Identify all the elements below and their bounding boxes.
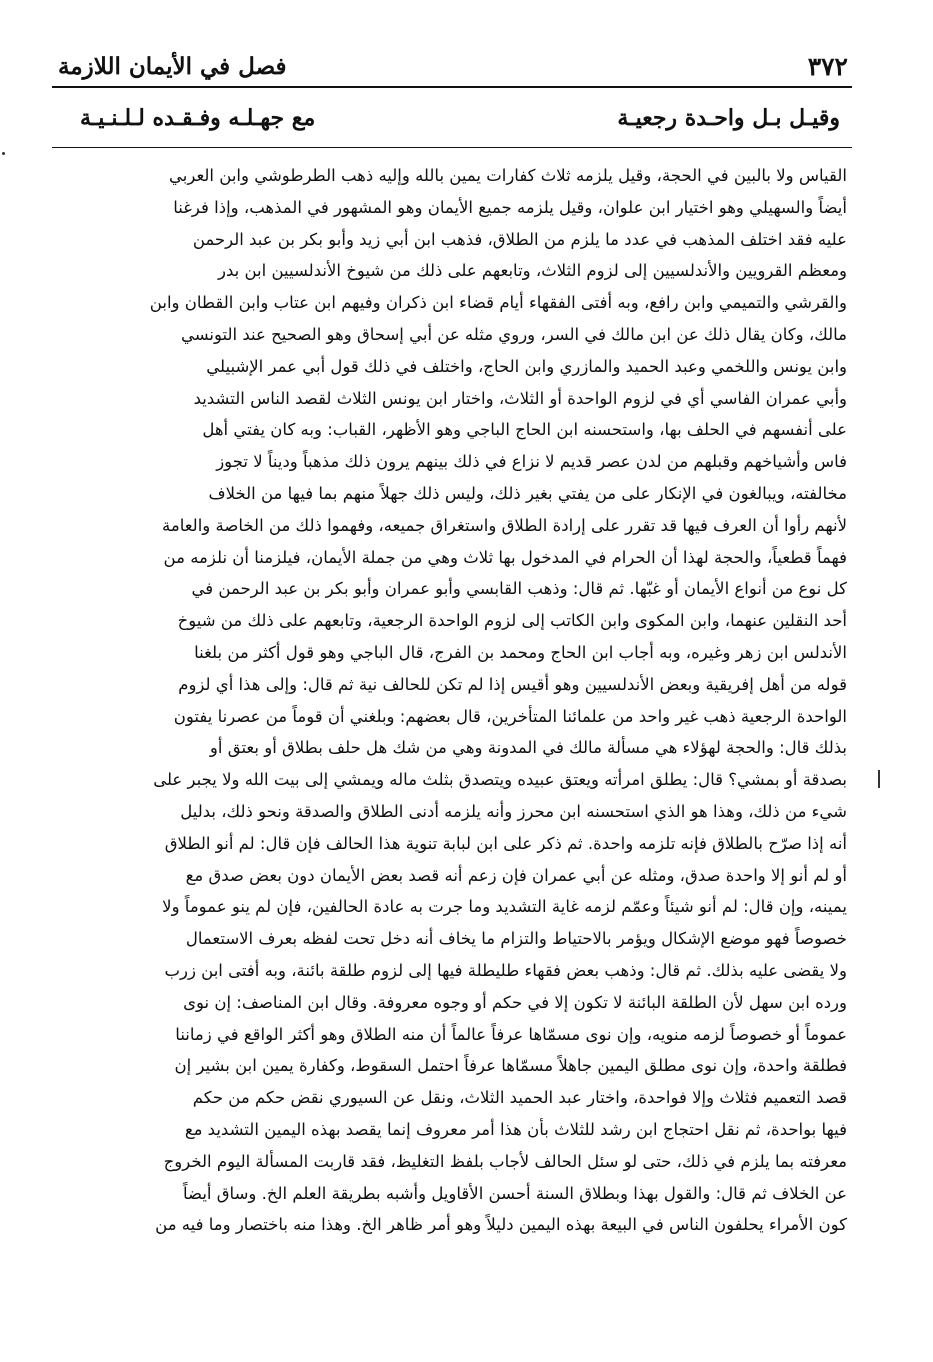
- text-line: خصوصاً فهو موضع الإشكال ويؤمر بالاحتياط والتزام ما يخاف أنه دخل تحت لفظه بعرف الاستعمال: [185, 929, 847, 949]
- page-header: [58, 48, 848, 84]
- text-line: معرفته بما يلزم في ذلك، حتى لو سئل الحالف لأجاب بلفظ التغليظ، فقد قاربت المسألة اليوم الخروج: [163, 1151, 847, 1171]
- text-line: القياس ولا بالبين في الحجة، وقيل يلزمه ثلاث كفارات يمين بالله وإليه ذهب الطرطوشي وابن العربي: [169, 166, 847, 185]
- text-line: شيء من ذلك، وهذا هو الذي استحسنه ابن محرز وأنه يلزمه أدنى الطلاق والصدقة ونحو ذلك، بدليل: [180, 801, 847, 821]
- text-line: بذلك قال: والحجة لهؤلاء هي مسألة مالك في المدونة وهي من شك هل حلف بطلاق أو بعتق أو: [209, 738, 847, 758]
- margin-mark: [878, 770, 880, 788]
- text-line: ورده ابن سهل لأن الطلقة البائنة لا تكون إلا في حكم أو وجوه معروفة. وقال ابن المناصف: إن نوى: [183, 992, 847, 1012]
- text-line: أيضاً والسهيلي وهو اختيار ابن علوان، وقيل يلزمه جميع الأيمان وهو المشهور في المذهب، وإذا فرغنا: [173, 197, 847, 217]
- running-title: فصل في الأيمان اللازمة: [58, 52, 287, 80]
- commentary-body: [72, 160, 847, 1241]
- text-line: كون الأمراء يحلفون الناس في البيعة بهذه اليمين دليلاً وهو أمر ظاهر الخ. وهذا منه باختصار وما فيه من: [155, 1215, 847, 1235]
- text-line: كل نوع من أنواع الأيمان أو غبّها. ثم قال: وذهب القابسي وأبو عمران وأبو بكر بن عبد الرحمن في: [191, 579, 847, 599]
- text-line: لأنهم رأوا أن العرف فيها قد تقرر على إرادة الطلاق واستغراق جميعه، وفهموا ذلك من الخاصة والعامة: [162, 515, 847, 535]
- text-line: فاس وأشياخهم وقبلهم من لدن عصر قديم لا نزاع في ذلك بينهم يرون ذلك مذهباً وديناً لا تجوز: [216, 452, 847, 472]
- text-line: بصدقة أو بمشي؟ قال: يطلق امرأته ويعتق عبيده ويتصدق بثلث ماله ويمشي إلى بيت الله ولا يجبر على: [153, 770, 847, 790]
- text-line: الأندلس ابن زهر وغيره، وبه أجاب ابن الحاج ومحمد بن الفرج، قال الباجي وهو قول أكثر من بلغنا: [194, 642, 847, 662]
- verse-second-hemistich: مع جهـلـه وفـقـده لـلـنـيـة: [80, 105, 316, 131]
- text-line: أنه إذا صرّح بالطلاق فإنه تلزمه واحدة. ثم ذكر على ابن لبابة تنوية هذا الحالف فإن قال: لم أنو الطلاق: [164, 833, 847, 853]
- text-line: يمينه، وإن قال: لم أنو شيئاً وعمّم لزمه غاية التشديد وما جرت به عادة الحالفين، فإن لم ينو عموماً ولا: [162, 897, 847, 917]
- text-line: على أنفسهم في الحلف بها، واستحسنه ابن الحاج الباجي وهو الأظهر، القباب: وبه كان يفتي أهل: [202, 420, 847, 440]
- text-line: الواحدة الرجعية ذهب غير واحد من علمائنا المتأخرين، قال بعضهم: وبلغني أن قوماً من عصرنا يفتون: [173, 706, 847, 726]
- text-line: ولا يقضى عليه بذلك. ثم قال: وذهب بعض فقهاء طليطلة فيها إلى لزوم طلقة بائنة، وبه أفتى ابن زرب: [164, 960, 847, 980]
- text-line: قصد التعميم فثلاث وإلا فواحدة، واختار عبد الحميد الثلاث، ونقل عن السيوري نقض حكم من حكم: [192, 1088, 847, 1108]
- text-line: فطلقة واحدة، وإن نوى مطلق اليمين جاهلاً مسمّاها عرفاً احتمل السقوط، وكفارة يمين ابن بشير إن: [174, 1056, 847, 1076]
- verse-rule: [52, 147, 852, 148]
- text-line: وابن يونس واللخمي وعبد الحميد والمازري وابن الحاج، واختلف في ذلك قول أبي عمر الإشبيلي: [206, 356, 847, 376]
- text-line: فيها بواحدة، ثم نقل احتجاج ابن رشد للثلاث بأن هذا أمر معروف إنما يقصد بهذه اليمين التشديد مع: [184, 1119, 847, 1139]
- verse-first-hemistich: وقيـل بـل واحـدة رجعيـة: [617, 105, 840, 131]
- scan-speck: [2, 152, 5, 155]
- text-line: عن الخلاف ثم قال: والقول بهذا وبطلاق السنة أحسن الأقاويل وأشبه بطريقة العلم الخ. وساق أيضاً: [182, 1183, 847, 1203]
- text-line: أو لم أنو إلا واحدة صدق، ومثله عن أبي عمران فإن زعم أنه قصد بعض الأيمان دون بعض صدق مع: [185, 865, 847, 885]
- text-line: أحد النقلين عنهما، وابن المكوى وابن الكاتب إلى لزوم الواحدة الرجعية، وتابعهم على ذلك من شيوخ: [177, 611, 847, 631]
- text-line: قوله من أهل إفريقية وبعض الأندلسيين وهو أقيس إذا لم تكن للحالف نية ثم قال: وإلى هذا أي لزوم: [178, 674, 847, 694]
- text-line: عليه فقد اختلف المذهب في عدد ما يلزم من الطلاق، فذهب ابن أبي زيد وأبو بكر بن عبد الرحمن: [192, 229, 847, 249]
- text-line: عموماً أو خصوصاً لزمه منويه، وإن نوى مسمّاها عرفاً عالماً أن منه الطلاق وهو أكثر الواقع في زماننا: [175, 1024, 847, 1044]
- page-number: ٣٧٢: [807, 51, 848, 81]
- text-line: ومعظم القرويين والأندلسيين إلى لزوم الثلاث، وتابعهم على ذلك من شيوخ الأندلسيين ابن بدر: [218, 261, 847, 281]
- text-line: والقرشي والتميمي وابن رافع، وبه أفتى الفقهاء أيام قضاء ابن ذكران وفيهم ابن عتاب وابن القطان وابن: [149, 293, 847, 313]
- text-line: وأبي عمران الفاسي أي في لزوم الواحدة أو الثلاث، واختار ابن يونس الثلاث لقصد الناس التشديد: [193, 388, 847, 408]
- text-line: فهماً قطعياً، والحجة لهذا أن الحرام في المدخول بها ثلاث وهي من جملة الأيمان، فيلزمنا أن نلزمه من: [163, 547, 847, 567]
- text-line: مخالفته، ويبالغون في الإنكار على من يفتي بغير ذلك، وليس ذلك جهلاً منهم بما فيها من الخلاف: [208, 483, 847, 503]
- text-line: مالك، وكان يقال ذلك عن ابن مالك في السر، وروي مثله عن أبي إسحاق وهو الصحيح عند التونسي: [180, 324, 847, 344]
- header-rule: [52, 86, 852, 88]
- poem-verse: [80, 98, 840, 138]
